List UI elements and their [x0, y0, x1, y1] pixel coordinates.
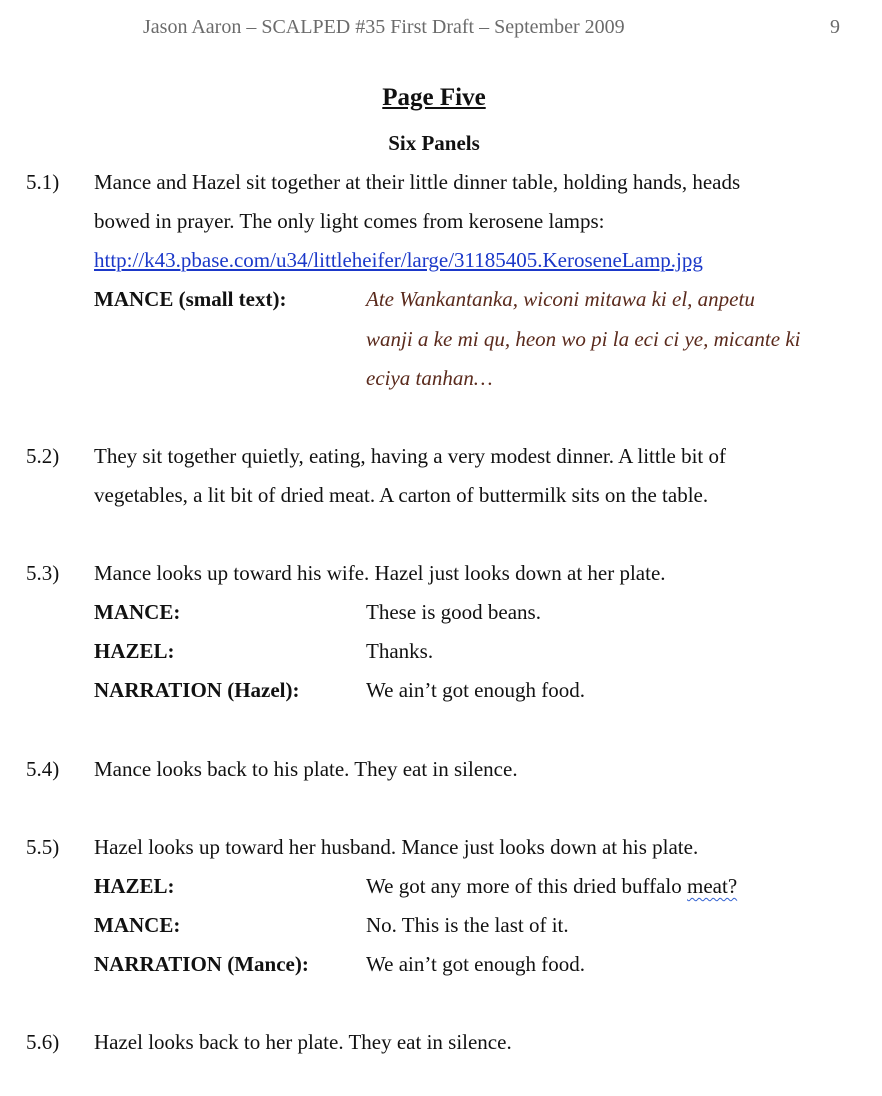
reference-link[interactable] [94, 248, 703, 273]
panel-description-line: They sit together quietly, eating, having a very modest dinner. A little bit of [94, 444, 727, 468]
panel-number: 5.6) [26, 1030, 60, 1054]
dialogue-speaker: MANCE: [94, 600, 181, 624]
dialogue-speaker: HAZEL: [94, 639, 175, 663]
dialogue-speaker: NARRATION (Hazel): [94, 678, 300, 702]
panel-description-line: Mance looks back to his plate. They eat in silence. [94, 757, 518, 781]
page-subtitle: Six Panels [388, 131, 480, 155]
panel-description-line: Hazel looks back to her plate. They eat in silence. [94, 1030, 512, 1054]
panel-description-line: Hazel looks up toward her husband. Mance just looks down at his plate. [94, 835, 699, 859]
panel-number: 5.2) [26, 444, 60, 468]
kerosene-lamp-link[interactable]: http://k43.pbase.com/u34/littleheifer/large/31185405.KeroseneLamp.jpg [94, 248, 703, 272]
panel-number: 5.4) [26, 757, 60, 781]
panel-number: 5.5) [26, 835, 60, 859]
dialogue-text: No. This is the last of it. [366, 913, 569, 937]
dialogue-speaker: NARRATION (Mance): [94, 952, 309, 976]
dialogue-text: Thanks. [366, 639, 434, 663]
dialogue-text [366, 874, 737, 899]
dialogue-speaker: MANCE (small text): [94, 287, 287, 311]
dialogue-text: These is good beans. [366, 600, 541, 624]
panel-description-line: vegetables, a lit bit of dried meat. A carton of buttermilk sits on the table. [94, 483, 709, 507]
dialogue-speaker: MANCE: [94, 913, 181, 937]
dialogue-speaker: HAZEL: [94, 874, 175, 898]
panel-number: 5.1) [26, 170, 60, 194]
dialogue-text: wanji a ke mi qu, heon wo pi la eci ci ye, micante ki [366, 327, 801, 351]
dialogue-text: We ain’t got enough food. [366, 678, 585, 702]
dialogue-text: eciya tanhan… [366, 366, 493, 390]
spellcheck-flagged-word[interactable]: meat? [687, 874, 738, 898]
dialogue-text: Ate Wankantanka, wiconi mitawa ki el, anpetu [366, 287, 755, 311]
panel-description-line: bowed in prayer. The only light comes from kerosene lamps: [94, 209, 605, 233]
page-title: Page Five [382, 84, 486, 111]
panel-number: 5.3) [26, 561, 60, 585]
panel-description-line: Mance looks up toward his wife. Hazel just looks down at her plate. [94, 561, 666, 585]
page-number: 9 [830, 16, 840, 38]
dialogue-text: We ain’t got enough food. [366, 952, 585, 976]
document-header: Jason Aaron – SCALPED #35 First Draft – September 2009 [143, 16, 625, 38]
panel-description-line: Mance and Hazel sit together at their little dinner table, holding hands, heads [94, 170, 741, 194]
dialogue-text-main: We got any more of this dried buffalo [366, 874, 688, 898]
